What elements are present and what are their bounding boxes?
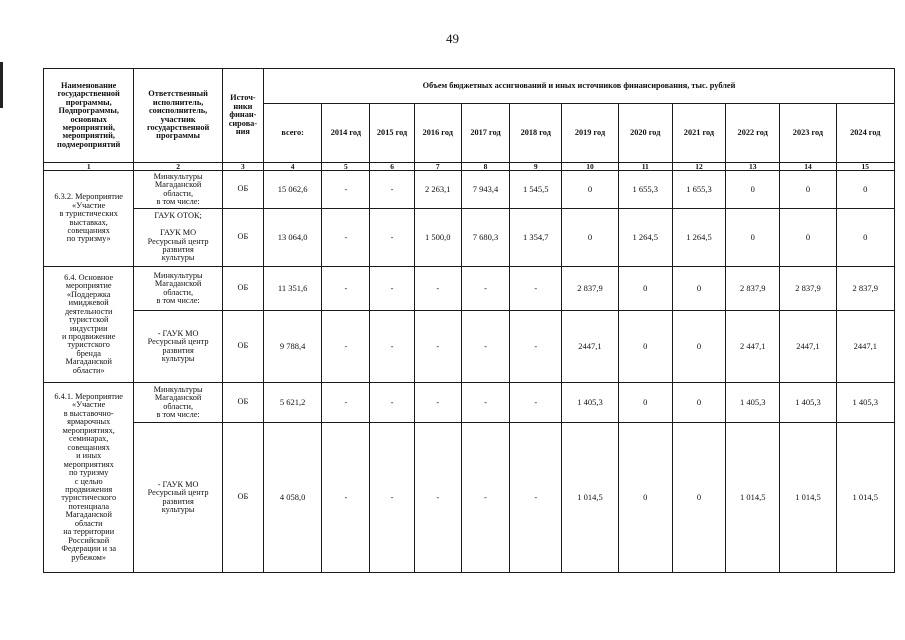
responsible-executor: Минкультуры Магаданской области, в том числе: xyxy=(134,383,222,423)
column-index: 13 xyxy=(726,163,780,171)
header-year: 2020 год xyxy=(618,104,672,163)
header-year: 2024 год xyxy=(836,104,894,163)
year-value: 2 837,9 xyxy=(780,267,836,311)
year-value: - xyxy=(510,423,562,573)
funding-source: ОБ xyxy=(222,171,263,209)
year-value: 1 545,5 xyxy=(510,171,562,209)
year-value: - xyxy=(370,383,414,423)
table-row xyxy=(44,171,895,209)
year-value: - xyxy=(461,423,509,573)
year-value: 1 655,3 xyxy=(672,171,725,209)
page-number: 49 xyxy=(446,31,459,46)
column-index: 10 xyxy=(562,163,618,171)
year-value: 0 xyxy=(672,267,725,311)
column-index: 11 xyxy=(618,163,672,171)
year-value: 2 837,9 xyxy=(836,267,894,311)
activity-name: 6.3.2. Мероприятие «Участие в туристических выставках, совещаниях по туризму» xyxy=(44,171,134,267)
year-value: 1 014,5 xyxy=(780,423,836,573)
year-value: 2 837,9 xyxy=(726,267,780,311)
year-value: - xyxy=(461,311,509,383)
year-value: 0 xyxy=(836,171,894,209)
year-value: 1 405,3 xyxy=(562,383,618,423)
margin-mark xyxy=(0,62,3,108)
responsible-executor: - ГАУК МО Ресурсный центр развития культуры xyxy=(134,311,222,383)
header-total: всего: xyxy=(264,104,322,163)
header-year: 2022 год xyxy=(726,104,780,163)
total-value: 15 062,6 xyxy=(264,171,322,209)
column-index: 4 xyxy=(264,163,322,171)
year-value: - xyxy=(461,383,509,423)
year-value: 0 xyxy=(618,383,672,423)
column-index: 9 xyxy=(510,163,562,171)
funding-source: ОБ xyxy=(222,311,263,383)
year-value: - xyxy=(322,267,370,311)
year-value: 1 264,5 xyxy=(672,209,725,267)
year-value: 2 837,9 xyxy=(562,267,618,311)
year-value: 0 xyxy=(562,171,618,209)
year-value: 2 263,1 xyxy=(414,171,461,209)
year-value: 0 xyxy=(726,171,780,209)
total-value: 5 621,2 xyxy=(264,383,322,423)
column-index: 14 xyxy=(780,163,836,171)
header-name-text: Наименование государственной программы, Подпрограммы, основных мероприятий, мероприятий, подмероприятий xyxy=(57,80,121,149)
funding-source: ОБ xyxy=(222,209,263,267)
year-value: 0 xyxy=(618,423,672,573)
year-value: 1 354,7 xyxy=(510,209,562,267)
budget-table xyxy=(43,68,895,573)
activity-name: 6.4.1. Мероприятие «Участие в выставочно- ярмарочных мероприятиях, семинарах, совещаниях и иных мероприятиях по туризму с целью продвижения туристического потенциала Магаданской области на территории Российской Федерации и за рубежом» xyxy=(44,383,134,573)
year-value: - xyxy=(414,423,461,573)
year-value: 0 xyxy=(618,267,672,311)
header-year: 2014 год xyxy=(322,104,370,163)
year-value: - xyxy=(370,267,414,311)
activity-name: 6.4. Основное мероприятие «Поддержка имиджевой деятельности туристской индустрии и продвижение туристского бренда Магаданской области» xyxy=(44,267,134,383)
year-value: - xyxy=(322,383,370,423)
header-year: 2019 год xyxy=(562,104,618,163)
header-year: 2016 год xyxy=(414,104,461,163)
year-value: - xyxy=(370,311,414,383)
year-value: 0 xyxy=(672,423,725,573)
header-year: 2021 год xyxy=(672,104,725,163)
column-index: 2 xyxy=(134,163,222,171)
year-value: 0 xyxy=(618,311,672,383)
header-responsible xyxy=(134,69,222,163)
column-index: 3 xyxy=(222,163,263,171)
responsible-executor: Минкультуры Магаданской области, в том числе: xyxy=(134,171,222,209)
year-value: 1 655,3 xyxy=(618,171,672,209)
column-index: 5 xyxy=(322,163,370,171)
year-value: 1 405,3 xyxy=(726,383,780,423)
year-value: 0 xyxy=(780,209,836,267)
column-index: 8 xyxy=(461,163,509,171)
year-value: 0 xyxy=(562,209,618,267)
header-source xyxy=(222,69,263,163)
year-value: - xyxy=(322,311,370,383)
year-value: - xyxy=(414,383,461,423)
responsible-executor: - ГАУК МО Ресурсный центр развития культуры xyxy=(134,423,222,573)
year-value: 0 xyxy=(672,311,725,383)
total-value: 9 788,4 xyxy=(264,311,322,383)
year-value: 0 xyxy=(836,209,894,267)
year-value: - xyxy=(322,171,370,209)
header-responsible-text: Ответственный исполнитель, соисполнитель, участник государственной программы xyxy=(146,89,210,141)
year-value: 1 264,5 xyxy=(618,209,672,267)
header-source-text: Источ-ники финан-сирова-ния xyxy=(228,93,258,137)
year-value: - xyxy=(510,311,562,383)
year-value: - xyxy=(510,267,562,311)
table-row xyxy=(44,209,895,267)
table-row xyxy=(44,423,895,573)
column-index: 1 xyxy=(44,163,134,171)
year-value: - xyxy=(370,171,414,209)
column-index: 6 xyxy=(370,163,414,171)
table-row xyxy=(44,267,895,311)
total-value: 4 058,0 xyxy=(264,423,322,573)
table-row xyxy=(44,311,895,383)
year-value: - xyxy=(510,383,562,423)
year-value: - xyxy=(414,267,461,311)
year-value: - xyxy=(414,311,461,383)
total-value: 11 351,6 xyxy=(264,267,322,311)
year-value: 2447,1 xyxy=(836,311,894,383)
year-value: - xyxy=(370,209,414,267)
year-value: 1 405,3 xyxy=(836,383,894,423)
responsible-executor: ГАУК ОТОК; ГАУК МО Ресурсный центр развития культуры xyxy=(134,209,222,267)
year-value: - xyxy=(322,209,370,267)
header-name xyxy=(44,69,134,163)
total-value: 13 064,0 xyxy=(264,209,322,267)
header-year: 2015 год xyxy=(370,104,414,163)
column-index: 7 xyxy=(414,163,461,171)
table-row xyxy=(44,383,895,423)
year-value: - xyxy=(461,267,509,311)
year-value: 0 xyxy=(780,171,836,209)
year-value: 1 405,3 xyxy=(780,383,836,423)
header-year: 2023 год xyxy=(780,104,836,163)
year-value: 1 014,5 xyxy=(726,423,780,573)
funding-source: ОБ xyxy=(222,423,263,573)
column-index: 15 xyxy=(836,163,894,171)
header-funding-group xyxy=(264,69,895,104)
header-year: 2017 год xyxy=(461,104,509,163)
year-value: 0 xyxy=(726,209,780,267)
year-value: - xyxy=(322,423,370,573)
header-funding-group-text: Объем бюджетных ассигнований и иных источников финансирования, тыс. рублей xyxy=(422,80,736,90)
year-value: 0 xyxy=(672,383,725,423)
year-value: 7 943,4 xyxy=(461,171,509,209)
year-value: 1 500,0 xyxy=(414,209,461,267)
year-value: 1 014,5 xyxy=(562,423,618,573)
year-value: 1 014,5 xyxy=(836,423,894,573)
year-value: 7 680,3 xyxy=(461,209,509,267)
funding-source: ОБ xyxy=(222,383,263,423)
year-value: 2 447,1 xyxy=(726,311,780,383)
year-value: - xyxy=(370,423,414,573)
responsible-executor: Минкультуры Магаданской области, в том числе: xyxy=(134,267,222,311)
header-year: 2018 год xyxy=(510,104,562,163)
funding-source: ОБ xyxy=(222,267,263,311)
column-index: 12 xyxy=(672,163,725,171)
year-value: 2447,1 xyxy=(780,311,836,383)
year-value: 2447,1 xyxy=(562,311,618,383)
